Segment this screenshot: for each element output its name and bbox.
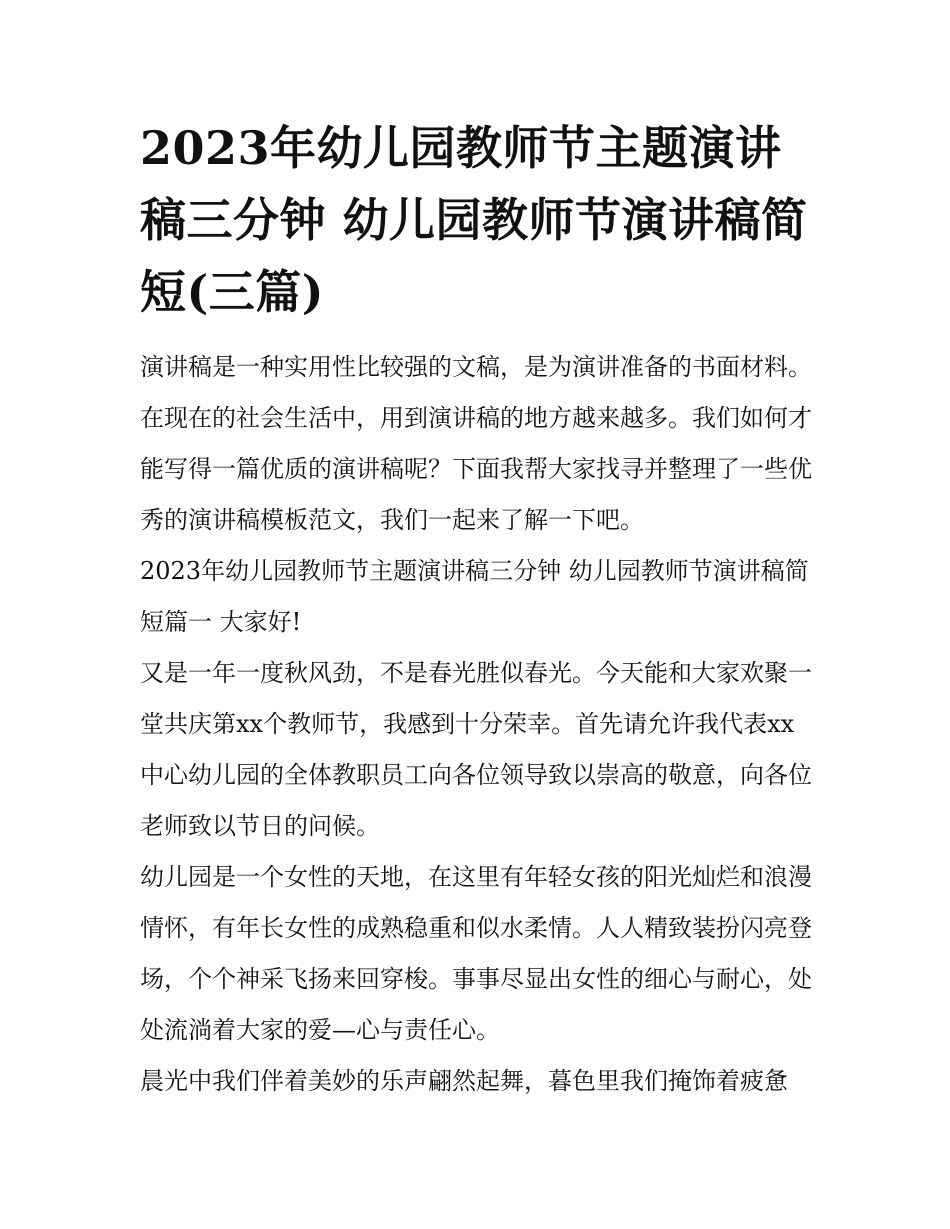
paragraph-greeting: 又是一年一度秋风劲，不是春光胜似春光。今天能和大家欢聚一堂共庆第xx个教师节，我感到十分荣幸。首先请允许我代表xx中心幼儿园的全体教职员工向各位领导致以崇高的敬意，向各位老师致以节日的问候。 <box>140 659 812 840</box>
paragraph-section-heading: 2023年幼儿园教师节主题演讲稿三分钟 幼儿园教师节演讲稿简短篇一 大家好! <box>140 557 809 636</box>
paragraph-intro: 演讲稿是一种实用性比较强的文稿，是为演讲准备的书面材料。在现在的社会生活中，用到演讲稿的地方越来越多。我们如何才能写得一篇优质的演讲稿呢？下面我帮大家找寻并整理了一些优秀的演讲稿模板范文，我们一起来了解一下吧。 <box>140 353 812 534</box>
document-body <box>140 112 816 1107</box>
paragraph-morning: 晨光中我们伴着美妙的乐声翩然起舞，暮色里我们掩饰着疲惫 <box>140 1067 788 1095</box>
document-title: 2023年幼儿园教师节主题演讲稿三分钟 幼儿园教师节演讲稿简短(三篇) <box>140 121 808 319</box>
paragraph-kindergarten: 幼儿园是一个女性的天地，在这里有年轻女孩的阳光灿烂和浪漫情怀，有年长女性的成熟稳重和似水柔情。人人精致装扮闪亮登场，个个神采飞扬来回穿梭。事事尽显出女性的细心与耐心，处处流淌着大家的爱—心与责任心。 <box>140 863 812 1044</box>
